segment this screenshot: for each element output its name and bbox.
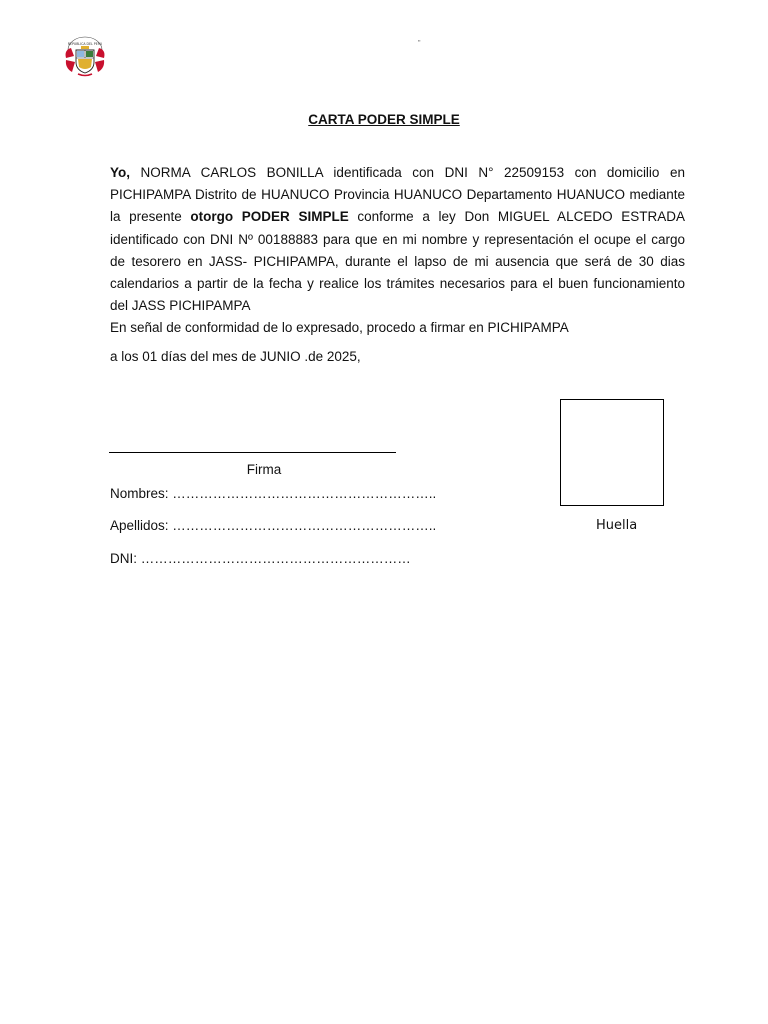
- nombres-field: Nombres: …………………………………………………..: [110, 486, 437, 501]
- signature-line: [109, 452, 396, 453]
- apellidos-field: Apellidos: …………………………………………………..: [110, 518, 437, 533]
- grant-phrase: otorgo PODER SIMPLE: [190, 209, 349, 225]
- peru-coat-of-arms-icon: [62, 36, 108, 78]
- opening-word: Yo,: [110, 165, 130, 180]
- header-mark: ": [418, 40, 421, 47]
- fingerprint-box: [560, 399, 664, 506]
- agent-clause: conforme a ley Don MIGUEL ALCEDO ESTRADA identificado con DNI Nº 00188883 para que en mi nombre y representación el ocupe el cargo de tesorero en JASS- PICHIPAMPA, durante el lapso de mi ausencia que será de 30 dias calendarios a partir de la fecha y realice los trámites necesarios para el buen funcionamiento del JASS PICHIPAMPA: [110, 209, 686, 314]
- fingerprint-label: Huella: [596, 518, 638, 533]
- dni-field: DNI: ……………………………………………………: [110, 551, 411, 566]
- conformity-line: En señal de conformidad de lo expresado, procedo a firmar en PICHIPAMPA: [110, 320, 569, 336]
- document-title: CARTA PODER SIMPLE: [308, 112, 460, 127]
- grantor-clause: NORMA CARLOS BONILLA identificada con DNI N° 22509153 con domicilio en PICHIPAMPA Distrito de HUANUCO Provincia HUANUCO Departamento HUANUCO mediante la presente: [110, 165, 685, 225]
- svg-text:REPUBLICA DEL PERU: REPUBLICA DEL PERU: [67, 42, 103, 46]
- letter-body: [110, 162, 685, 340]
- signature-label: Firma: [246, 462, 282, 477]
- date-line: a los 01 días del mes de JUNIO .de 2025,: [110, 349, 361, 364]
- power-of-attorney-paragraph: [110, 162, 685, 317]
